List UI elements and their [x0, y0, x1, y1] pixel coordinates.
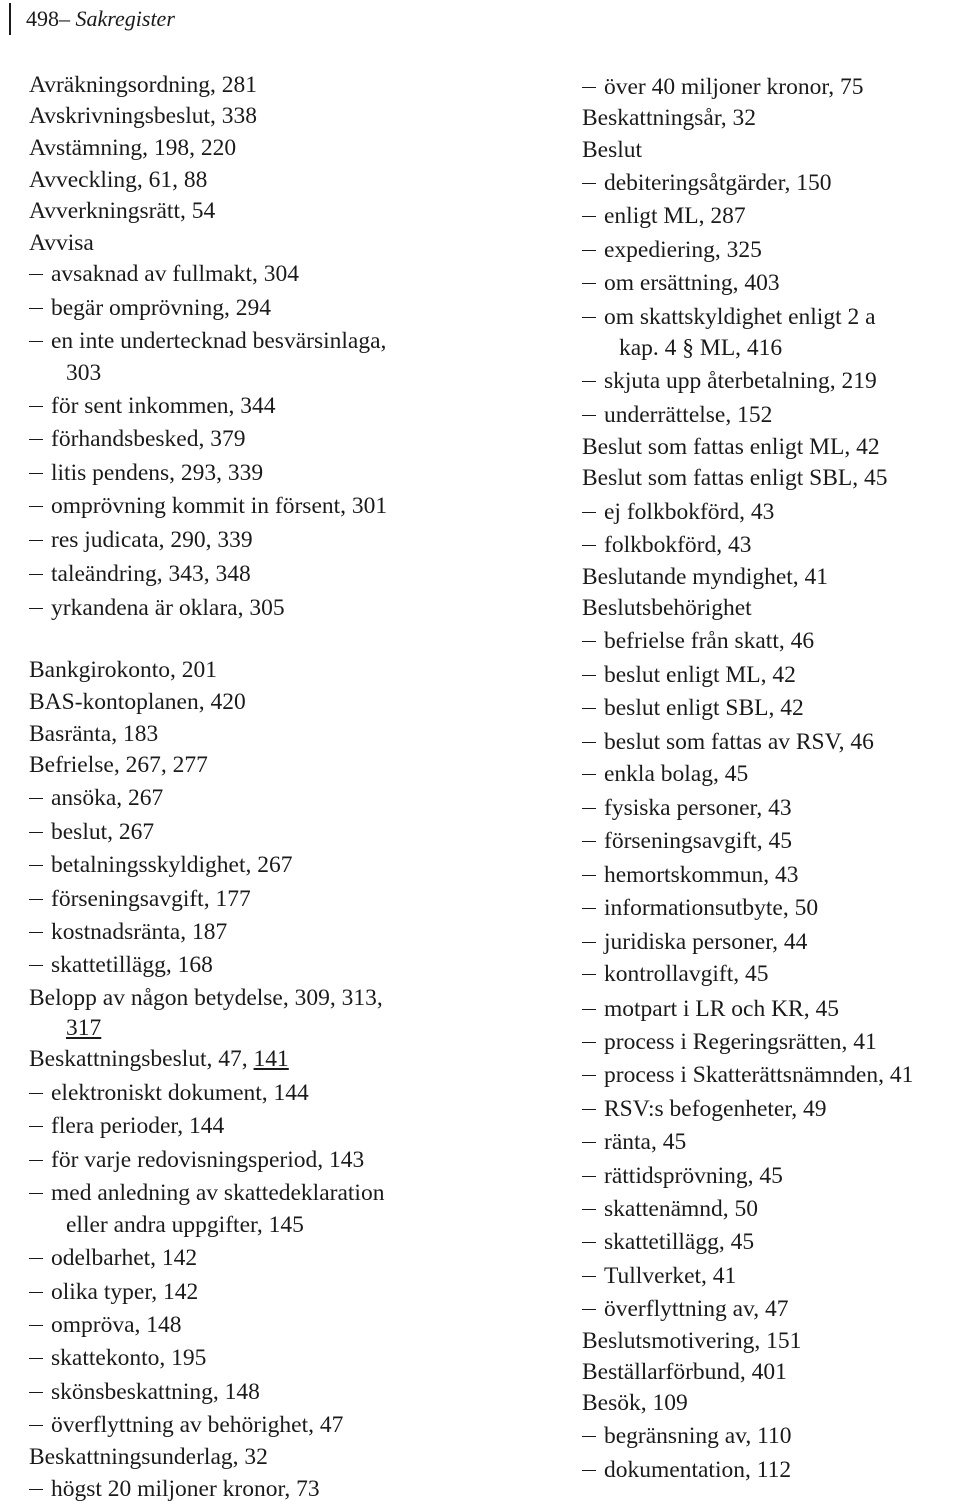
entry-text: ompröva, 148 — [51, 1312, 182, 1338]
entry-text: skattetillägg, 45 — [604, 1229, 755, 1255]
subentry-dash-icon — [582, 317, 596, 319]
entry-text: beslut enligt SBL, 42 — [604, 695, 804, 721]
entry-text: förseningsavgift, 45 — [604, 828, 792, 854]
entry-text: Belopp av någon betydelse, 309, 313, — [29, 985, 383, 1011]
index-subentry — [582, 826, 792, 856]
index-entry — [582, 562, 828, 592]
index-entry — [582, 135, 642, 165]
index-subentry — [29, 259, 299, 289]
index-subentry — [582, 1194, 758, 1224]
index-subentry — [582, 893, 818, 923]
entry-text: juridiska personer, 44 — [604, 929, 808, 955]
entry-text: Beslut som fattas enligt SBL, 45 — [582, 465, 888, 491]
subentry-dash-icon — [582, 216, 596, 218]
subentry-dash-icon — [582, 1309, 596, 1311]
index-entry — [29, 750, 208, 780]
subentry-dash-icon — [29, 1126, 43, 1128]
index-entry-continuation — [66, 1013, 101, 1043]
subentry-dash-icon — [29, 308, 43, 310]
subentry-dash-icon — [582, 1209, 596, 1211]
subentry-dash-icon — [29, 832, 43, 834]
entry-text: debiteringsåtgärder, 150 — [604, 170, 832, 196]
page-reference: 141 — [253, 1046, 289, 1072]
index-subentry — [29, 1343, 206, 1373]
entry-text: expediering, 325 — [604, 237, 762, 263]
index-subentry — [582, 660, 796, 690]
entry-text: högst 20 miljoner kronor, 73 — [51, 1476, 320, 1502]
entry-text: förhandsbesked, 379 — [51, 426, 246, 452]
entry-text: Beskattningsbeslut, 47, — [29, 1046, 254, 1072]
entry-text: skattekonto, 195 — [51, 1345, 207, 1371]
entry-text: överflyttning av behörighet, 47 — [51, 1412, 344, 1438]
index-subentry — [29, 950, 213, 980]
subentry-dash-icon — [582, 1142, 596, 1144]
entry-text: Beslutsbehörighet — [582, 595, 752, 621]
running-title: Sakregister — [75, 6, 175, 31]
entry-text: taleändring, 343, 348 — [51, 561, 251, 587]
entry-text: Avstämning, 198, 220 — [29, 135, 237, 161]
entry-text: ej folkbokförd, 43 — [604, 499, 775, 525]
index-entry — [582, 593, 752, 623]
entry-text: 303 — [66, 360, 102, 386]
entry-text: en inte undertecknad besvärsinlaga, — [51, 328, 387, 354]
subentry-dash-icon — [29, 406, 43, 408]
index-subentry — [582, 268, 780, 298]
subentry-dash-icon — [582, 250, 596, 252]
entry-text: informationsutbyte, 50 — [604, 895, 819, 921]
index-entry — [29, 1442, 268, 1472]
subentry-dash-icon — [582, 942, 596, 944]
subentry-dash-icon — [29, 865, 43, 867]
index-subentry — [582, 168, 831, 198]
index-subentry — [582, 1161, 783, 1191]
entry-text: BAS-kontoplanen, 420 — [29, 689, 246, 715]
entry-text: res judicata, 290, 339 — [51, 527, 253, 553]
index-entry — [29, 70, 257, 100]
subentry-dash-icon — [582, 183, 596, 185]
entry-text: ansöka, 267 — [51, 785, 164, 811]
subentry-dash-icon — [582, 641, 596, 643]
index-entry — [29, 228, 94, 258]
entry-text: Bankgirokonto, 201 — [29, 657, 217, 683]
entry-text: dokumentation, 112 — [604, 1457, 792, 1483]
subentry-dash-icon — [29, 540, 43, 542]
index-subentry — [29, 783, 163, 813]
index-entry — [582, 463, 888, 493]
entry-text: för sent inkommen, 344 — [51, 393, 276, 419]
index-entry — [582, 103, 756, 133]
index-subentry — [582, 72, 863, 102]
subentry-dash-icon — [29, 506, 43, 508]
entry-text: odelbarhet, 142 — [51, 1245, 198, 1271]
entry-text: ränta, 45 — [604, 1129, 687, 1155]
index-subentry — [29, 559, 251, 589]
index-entry — [29, 165, 207, 195]
index-subentry — [582, 994, 839, 1024]
subentry-dash-icon — [582, 1042, 596, 1044]
subentry-dash-icon — [29, 608, 43, 610]
subentry-dash-icon — [582, 1176, 596, 1178]
entry-text: Basränta, 183 — [29, 721, 159, 747]
entry-text: skjuta upp återbetalning, 219 — [604, 368, 877, 394]
index-subentry — [582, 727, 874, 757]
index-subentry — [29, 593, 285, 623]
subentry-dash-icon — [582, 1276, 596, 1278]
subentry-dash-icon — [582, 1009, 596, 1011]
subentry-dash-icon — [29, 1392, 43, 1394]
subentry-dash-icon — [582, 974, 596, 976]
index-entry — [29, 196, 215, 226]
subentry-dash-icon — [582, 675, 596, 677]
index-entry — [29, 101, 257, 131]
entry-text: rättidsprövning, 45 — [604, 1163, 783, 1189]
entry-text: avsaknad av fullmakt, 304 — [51, 261, 299, 287]
index-subentry — [29, 1410, 343, 1440]
entry-text: Beskattningsår, 32 — [582, 105, 756, 131]
subentry-dash-icon — [582, 708, 596, 710]
subentry-dash-icon — [29, 473, 43, 475]
entry-text: Beskattningsunderlag, 32 — [29, 1444, 268, 1470]
subentry-dash-icon — [582, 841, 596, 843]
entry-text: kap. 4 § ML, 416 — [619, 335, 783, 361]
index-entry — [582, 1388, 688, 1418]
subentry-dash-icon — [29, 1425, 43, 1427]
entry-text: förseningsavgift, 177 — [51, 886, 251, 912]
index-subentry — [582, 530, 752, 560]
entry-text: beslut, 267 — [51, 819, 155, 845]
index-subentry — [29, 1243, 197, 1273]
entry-text: yrkandena är oklara, 305 — [51, 595, 285, 621]
subentry-dash-icon — [582, 512, 596, 514]
entry-text: skönsbeskattning, 148 — [51, 1379, 260, 1405]
entry-text: Avräkningsordning, 281 — [29, 72, 258, 98]
index-subentry — [582, 759, 748, 789]
subentry-dash-icon — [582, 545, 596, 547]
index-entry — [29, 719, 158, 749]
subentry-dash-icon — [582, 1470, 596, 1472]
index-subentry — [29, 491, 387, 521]
page-reference: 317 — [66, 1015, 102, 1041]
entry-text: elektroniskt dokument, 144 — [51, 1080, 309, 1106]
index-entry — [29, 983, 383, 1013]
index-subentry — [582, 693, 804, 723]
entry-text: över 40 miljoner kronor, 75 — [604, 74, 864, 100]
index-subentry — [582, 1421, 792, 1451]
index-entry — [29, 1044, 289, 1074]
index-subentry — [29, 917, 227, 947]
page-number: 498 — [26, 6, 59, 31]
index-subentry — [582, 302, 876, 332]
index-subentry — [29, 1078, 309, 1108]
entry-text: enligt ML, 287 — [604, 203, 746, 229]
index-subentry — [29, 391, 276, 421]
subentry-dash-icon — [582, 875, 596, 877]
entry-text: Avvisa — [29, 230, 94, 256]
entry-text: Beslutsmotivering, 151 — [582, 1328, 802, 1354]
subentry-dash-icon — [29, 574, 43, 576]
index-entry — [29, 133, 236, 163]
subentry-dash-icon — [582, 774, 596, 776]
index-subentry — [29, 1474, 320, 1504]
index-subentry — [582, 927, 807, 957]
entry-text: flera perioder, 144 — [51, 1113, 225, 1139]
index-subentry — [29, 884, 251, 914]
index-subentry — [29, 458, 263, 488]
entry-text: betalningsskyldighet, 267 — [51, 852, 293, 878]
index-subentry — [29, 326, 386, 356]
entry-text: med anledning av skattedeklaration — [51, 1180, 385, 1206]
index-subentry — [582, 860, 799, 890]
index-subentry — [582, 1094, 826, 1124]
subentry-dash-icon — [29, 1325, 43, 1327]
subentry-dash-icon — [29, 932, 43, 934]
entry-text: kontrollavgift, 45 — [604, 961, 769, 987]
subentry-dash-icon — [582, 742, 596, 744]
entry-text: om ersättning, 403 — [604, 270, 780, 296]
index-entry — [29, 687, 246, 717]
entry-text: befrielse från skatt, 46 — [604, 628, 815, 654]
index-subentry — [29, 1310, 182, 1340]
header-margin-rule — [9, 3, 11, 35]
entry-text: Beslut — [582, 137, 643, 163]
entry-text: begär omprövning, 294 — [51, 295, 271, 321]
subentry-dash-icon — [29, 274, 43, 276]
index-subentry — [29, 1145, 364, 1175]
entry-text: motpart i LR och KR, 45 — [604, 996, 839, 1022]
index-entry — [582, 1326, 801, 1356]
subentry-dash-icon — [582, 415, 596, 417]
index-entry — [29, 655, 217, 685]
entry-text: begränsning av, 110 — [604, 1423, 792, 1449]
subentry-dash-icon — [29, 1258, 43, 1260]
entry-text: omprövning kommit in försent, 301 — [51, 493, 388, 519]
index-subentry — [582, 1127, 686, 1157]
entry-text: process i Skatterättsnämnden, 41 — [604, 1062, 914, 1088]
subentry-dash-icon — [29, 965, 43, 967]
subentry-dash-icon — [29, 1292, 43, 1294]
subentry-dash-icon — [582, 808, 596, 810]
index-subentry — [582, 366, 877, 396]
entry-text: skattenämnd, 50 — [604, 1196, 759, 1222]
index-entry-continuation — [619, 333, 782, 363]
subentry-dash-icon — [29, 798, 43, 800]
entry-text: beslut enligt ML, 42 — [604, 662, 796, 688]
entry-text: överflyttning av, 47 — [604, 1296, 789, 1322]
entry-text: Avverkningsrätt, 54 — [29, 198, 216, 224]
index-subentry — [582, 793, 792, 823]
entry-text: folkbokförd, 43 — [604, 532, 752, 558]
entry-text: Besök, 109 — [582, 1390, 688, 1416]
entry-text: litis pendens, 293, 339 — [51, 460, 264, 486]
entry-text: Befrielse, 267, 277 — [29, 752, 208, 778]
subentry-dash-icon — [582, 1242, 596, 1244]
index-entry-continuation — [66, 358, 101, 388]
index-subentry — [582, 400, 772, 430]
entry-text: Beslutande myndighet, 41 — [582, 564, 829, 590]
index-subentry — [29, 817, 154, 847]
index-subentry — [582, 1294, 788, 1324]
subentry-dash-icon — [29, 899, 43, 901]
index-subentry — [582, 1261, 736, 1291]
index-subentry — [29, 850, 293, 880]
subentry-dash-icon — [29, 1489, 43, 1491]
subentry-dash-icon — [29, 1160, 43, 1162]
index-subentry — [29, 293, 271, 323]
entry-text: RSV:s befogenheter, 49 — [604, 1096, 827, 1122]
index-subentry — [29, 424, 245, 454]
index-subentry — [29, 1178, 384, 1208]
header-separator: – — [59, 6, 70, 31]
index-subentry — [582, 235, 762, 265]
index-subentry — [29, 1377, 260, 1407]
entry-text: för varje redovisningsperiod, 143 — [51, 1147, 365, 1173]
subentry-dash-icon — [582, 381, 596, 383]
index-subentry — [582, 626, 814, 656]
entry-text: olika typer, 142 — [51, 1279, 199, 1305]
subentry-dash-icon — [29, 341, 43, 343]
entry-text: eller andra uppgifter, 145 — [66, 1212, 304, 1238]
subentry-dash-icon — [29, 439, 43, 441]
entry-text: process i Regeringsrätten, 41 — [604, 1029, 877, 1055]
entry-text: enkla bolag, 45 — [604, 761, 749, 787]
entry-text: Beslut som fattas enligt ML, 42 — [582, 434, 880, 460]
subentry-dash-icon — [582, 908, 596, 910]
entry-text: Avskrivningsbeslut, 338 — [29, 103, 258, 129]
index-subentry — [582, 959, 768, 989]
subentry-dash-icon — [582, 1109, 596, 1111]
index-subentry — [582, 201, 746, 231]
entry-text: Tullverket, 41 — [604, 1263, 737, 1289]
index-subentry — [582, 1227, 754, 1257]
index-entry — [582, 1357, 787, 1387]
index-entry-continuation — [66, 1210, 304, 1240]
index-subentry — [29, 1277, 198, 1307]
index-subentry — [29, 525, 253, 555]
subentry-dash-icon — [29, 1193, 43, 1195]
entry-text: skattetillägg, 168 — [51, 952, 213, 978]
subentry-dash-icon — [582, 87, 596, 89]
subentry-dash-icon — [582, 1436, 596, 1438]
entry-text: beslut som fattas av RSV, 46 — [604, 729, 874, 755]
index-subentry — [582, 1060, 913, 1090]
entry-text: kostnadsränta, 187 — [51, 919, 228, 945]
entry-text: Beställarförbund, 401 — [582, 1359, 787, 1385]
entry-text: Avveckling, 61, 88 — [29, 167, 208, 193]
subentry-dash-icon — [29, 1358, 43, 1360]
subentry-dash-icon — [582, 1075, 596, 1077]
entry-text: underrättelse, 152 — [604, 402, 773, 428]
index-entry — [582, 432, 880, 462]
subentry-dash-icon — [29, 1093, 43, 1095]
index-subentry — [29, 1111, 224, 1141]
entry-text: fysiska personer, 43 — [604, 795, 792, 821]
entry-text: hemortskommun, 43 — [604, 862, 799, 888]
subentry-dash-icon — [582, 283, 596, 285]
header-text — [26, 6, 175, 32]
index-subentry — [582, 1455, 791, 1485]
index-subentry — [582, 1027, 877, 1057]
entry-text: om skattskyldighet enligt 2 a — [604, 304, 876, 330]
index-subentry — [582, 497, 774, 527]
